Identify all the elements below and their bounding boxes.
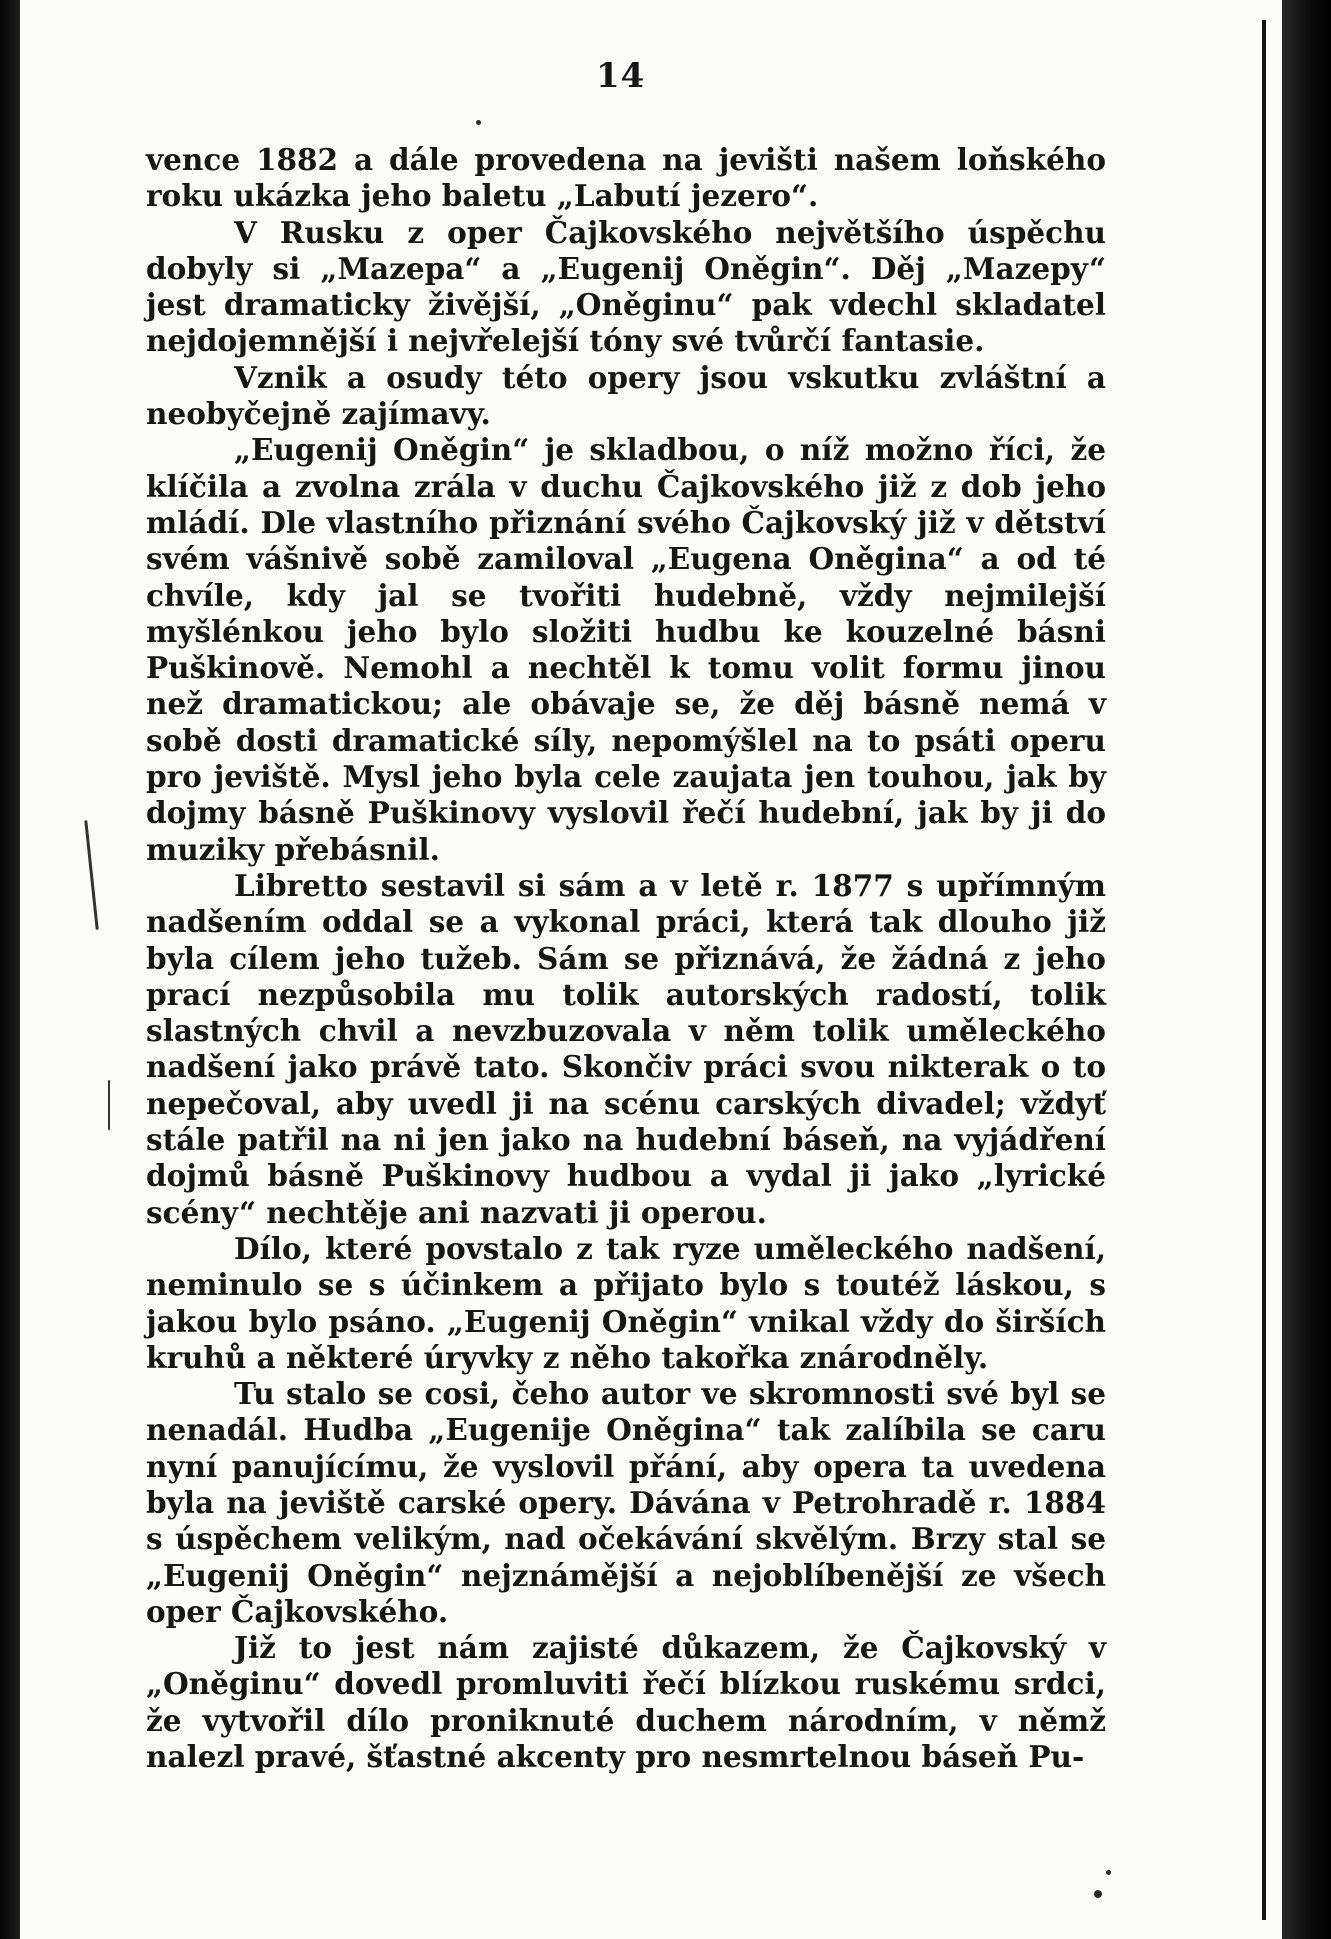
page-number: 14: [596, 56, 646, 96]
scan-speck: [476, 120, 481, 125]
scan-binding-edge: [1282, 0, 1331, 1939]
page-body-text: [146, 142, 1106, 1775]
paragraph-4: „Eugenij Oněgin“ je skladbou, o níž možno říci, že klíčila a zvolna zrála v duchu Čajkovského již z dob jeho mládí. Dle vlastního přiznání svého Čajkovský již v dětství svém vášnivě sobě zamiloval „Eugena Oněgina“ a od té chvíle, kdy jal se tvořiti hudebně, vždy nejmilejší myšlénkou jeho bylo složiti hudbu ke kouzelné básni Puškinově. Nemohl a nechtěl k tomu volit formu jinou než dramatickou; ale obávaje se, že děj básně nemá v sobě dosti dramatické síly, nepomýšlel na to psáti operu pro jeviště. Mysl jeho byla cele zaujata jen touhou, jak by dojmy básně Puškinovy vyslovil řečí hudební, jak by ji do muziky přebásnil.: [146, 432, 1106, 867]
scan-left-edge: [0, 0, 20, 1939]
page-spine-shadow: [1262, 20, 1266, 1920]
scan-speck: [1094, 1890, 1102, 1898]
paragraph-6: Dílo, které povstalo z tak ryze uměleckého nadšení, neminulo se s účinkem a přijato bylo s toutéž láskou, s jakou bylo psáno. „Eugenij Oněgin“ vnikal vždy do širších kruhů a některé úryvky z něho takořka znárodněly.: [146, 1230, 1106, 1375]
paragraph-5: Libretto sestavil si sám a v letě r. 1877 s upřímným nadšením oddal se a vykonal práci, která tak dlouho již byla cílem jeho tužeb. Sám se přiznává, že žádná z jeho prací nezpůsobila mu tolik autorských radostí, tolik slastných chvil a nevzbuzovala v něm tolik uměleckého nadšení jako právě tato. Skončiv práci svou nikterak o to nepečoval, aby uvedl ji na scénu carských divadel; vždyť stále patřil na ni jen jako na hudební báseň, na vyjádření dojmů básně Puškinovy hudbou a vydal ji jako „lyrické scény“ nechtěje ani nazvati ji operou.: [146, 867, 1106, 1230]
paragraph-8: Již to jest nám zajisté důkazem, že Čajkovský v „Oněginu“ dovedl promluviti řečí blízkou ruskému srdci, že vytvořil dílo proniknuté duchem národním, v němž nalezl pravé, šťastné akcenty pro nesmrtelnou báseň Pu-: [146, 1630, 1106, 1775]
paragraph-3: Vznik a osudy této opery jsou vskutku zvláštní a neobyčejně zajímavy.: [146, 359, 1106, 432]
paragraph-2: V Rusku z oper Čajkovského největšího úspěchu dobyly si „Mazepa“ a „Eugenij Oněgin“. Děj „Mazepy“ jest dramaticky živější, „Oněginu“ pak vdechl skladatel nejdojemnější i nejvřelejší tóny své tvůrčí fantasie.: [146, 214, 1106, 359]
paragraph-1: vence 1882 a dále provedena na jevišti našem loňského roku ukázka jeho baletu „Labutí jezero“.: [146, 142, 1106, 214]
margin-pencil-mark: [108, 1080, 110, 1130]
paragraph-7: Tu stalo se cosi, čeho autor ve skromnosti své byl se nenadál. Hudba „Eugenije Oněgina“ tak zalíbila se caru nyní panujícímu, že vyslovil přání, aby opera ta uvedena byla na jeviště carské opery. Dávána v Petrohradě r. 1884 s úspěchem velikým, nad očekávání skvělým. Brzy stal se „Eugenij Oněgin“ nejznámější a nejoblíbenější ze všech oper Čajkovského.: [146, 1376, 1106, 1629]
scan-speck: [1106, 1870, 1111, 1875]
